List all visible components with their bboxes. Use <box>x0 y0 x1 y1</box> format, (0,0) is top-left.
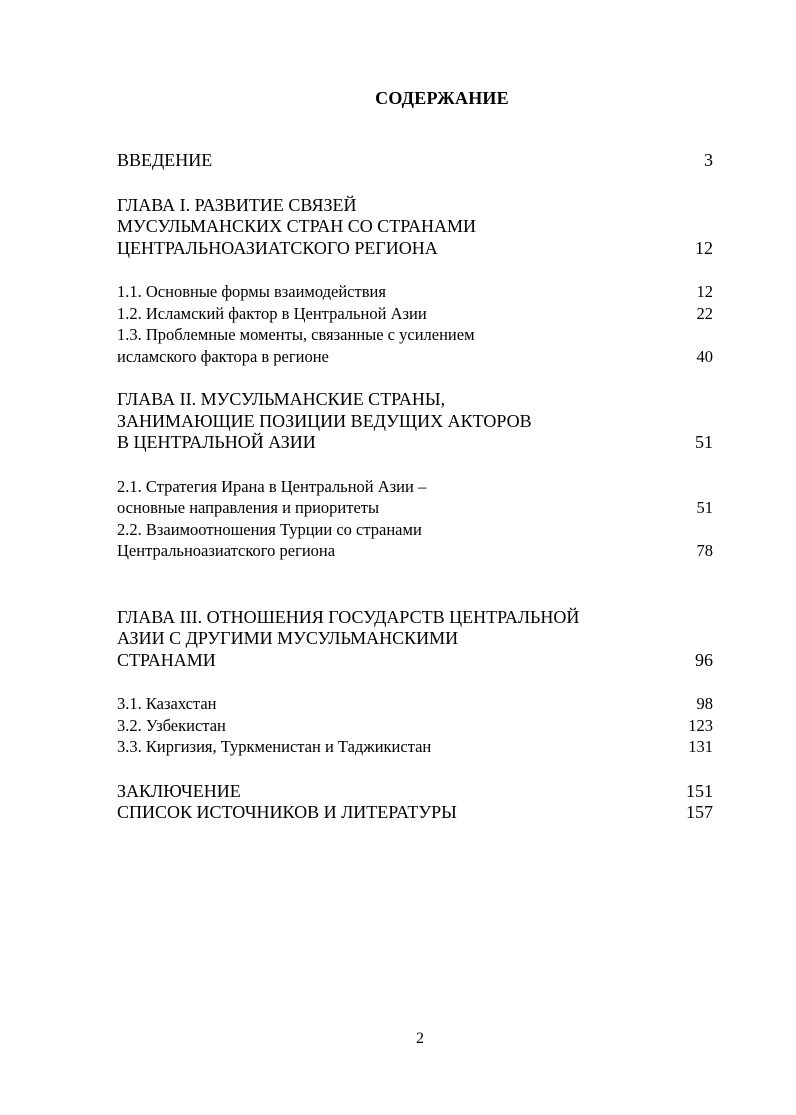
toc-entry-title: ЗАКЛЮЧЕНИЕ <box>117 780 241 801</box>
toc-entry-title: АЗИИ С ДРУГИМИ МУСУЛЬМАНСКИМИ <box>117 628 459 648</box>
page-title: СОДЕРЖАНИЕ <box>375 88 509 108</box>
toc-entry-title: 1.1. Основные формы взаимодействия <box>117 282 386 301</box>
toc-entry-title: ГЛАВА I. РАЗВИТИЕ СВЯЗЕЙ <box>117 194 357 215</box>
toc-entry-title: СПИСОК ИСТОЧНИКОВ И ЛИТЕРАТУРЫ <box>117 802 457 822</box>
toc-page-number: 131 <box>688 737 713 756</box>
toc-page-number: 98 <box>696 694 713 713</box>
toc-page-number: 51 <box>695 432 713 452</box>
toc-entry-introduction <box>117 150 713 172</box>
toc-entry-section-2-2 <box>117 519 713 541</box>
toc-entry-title: ГЛАВА II. МУСУЛЬМАНСКИЕ СТРАНЫ, <box>117 389 446 409</box>
toc-entry-section-2-1-cont <box>117 497 713 519</box>
toc-entry-title: исламского фактора в регионе <box>117 346 329 366</box>
toc-entry-chapter-2 <box>117 389 713 454</box>
toc-entry-section-3-2 <box>117 715 713 737</box>
toc-entry-title: ЦЕНТРАЛЬНОАЗИАТСКОГО РЕГИОНА <box>117 237 438 258</box>
toc-page-number: 157 <box>686 802 713 822</box>
toc-entry-section-2-2-cont <box>117 540 713 562</box>
toc-page-number: 151 <box>686 780 713 801</box>
toc-page-number: 22 <box>696 303 713 323</box>
toc-entry-section-1-1 <box>117 281 713 303</box>
toc-entry-section-1-3 <box>117 324 713 346</box>
toc-entry-chapter-1 <box>117 195 713 260</box>
toc-entry-title: СТРАНАМИ <box>117 649 216 670</box>
toc-page-number: 40 <box>696 346 713 366</box>
toc-sections-chapter-2 <box>117 476 713 562</box>
toc-entry-title: 3.2. Узбекистан <box>117 715 226 735</box>
toc-entry-title: Центральноазиатского региона <box>117 541 336 560</box>
toc-page-number: 96 <box>695 649 713 670</box>
toc-sections-chapter-3 <box>117 693 713 758</box>
toc-entry-title: 3.3. Киргизия, Туркменистан и Таджикистан <box>117 737 432 756</box>
toc-entry-title: 1.3. Проблемные моменты, связанные с усилением <box>117 325 475 344</box>
toc-entry-section-1-3-cont <box>117 346 713 368</box>
toc-page-number: 51 <box>696 498 713 517</box>
toc-sections-chapter-1 <box>117 281 713 367</box>
toc-entry-section-3-1 <box>117 693 713 715</box>
toc-entry-section-3-3 <box>117 736 713 758</box>
toc-entry-title: 2.1. Стратегия Ирана в Центральной Азии – <box>117 476 427 496</box>
toc-entry-title: 1.2. Исламский фактор в Центральной Азии <box>117 303 427 323</box>
toc-page-number: 12 <box>695 237 713 258</box>
toc-page-number: 123 <box>688 715 713 735</box>
toc-entry-title: МУСУЛЬМАНСКИХ СТРАН СО СТРАНАМИ <box>117 216 476 236</box>
toc-entry-title: ЗАНИМАЮЩИЕ ПОЗИЦИИ ВЕДУЩИХ АКТОРОВ <box>117 410 532 431</box>
toc-entry-conclusion <box>117 781 713 803</box>
toc-page-number: 78 <box>696 541 713 560</box>
toc-entry-title: основные направления и приоритеты <box>117 498 380 517</box>
page-number: 2 <box>416 1030 424 1047</box>
toc-page-number: 3 <box>704 150 713 170</box>
toc-entry-chapter-3 <box>117 607 713 672</box>
toc-entry-section-2-1 <box>117 476 713 498</box>
toc-entry-title: 2.2. Взаимоотношения Турции со странами <box>117 519 422 539</box>
toc-entry-title: ВВЕДЕНИЕ <box>117 150 213 170</box>
toc-entry-bibliography <box>117 802 713 824</box>
toc-entry-title: ГЛАВА III. ОТНОШЕНИЯ ГОСУДАРСТВ ЦЕНТРАЛЬНОЙ <box>117 606 580 627</box>
toc-entry-title: 3.1. Казахстан <box>117 694 217 713</box>
toc-page-number: 12 <box>696 282 713 301</box>
toc-entry-title: В ЦЕНТРАЛЬНОЙ АЗИИ <box>117 432 316 452</box>
table-of-contents <box>117 150 713 824</box>
toc-entry-section-1-2 <box>117 303 713 325</box>
